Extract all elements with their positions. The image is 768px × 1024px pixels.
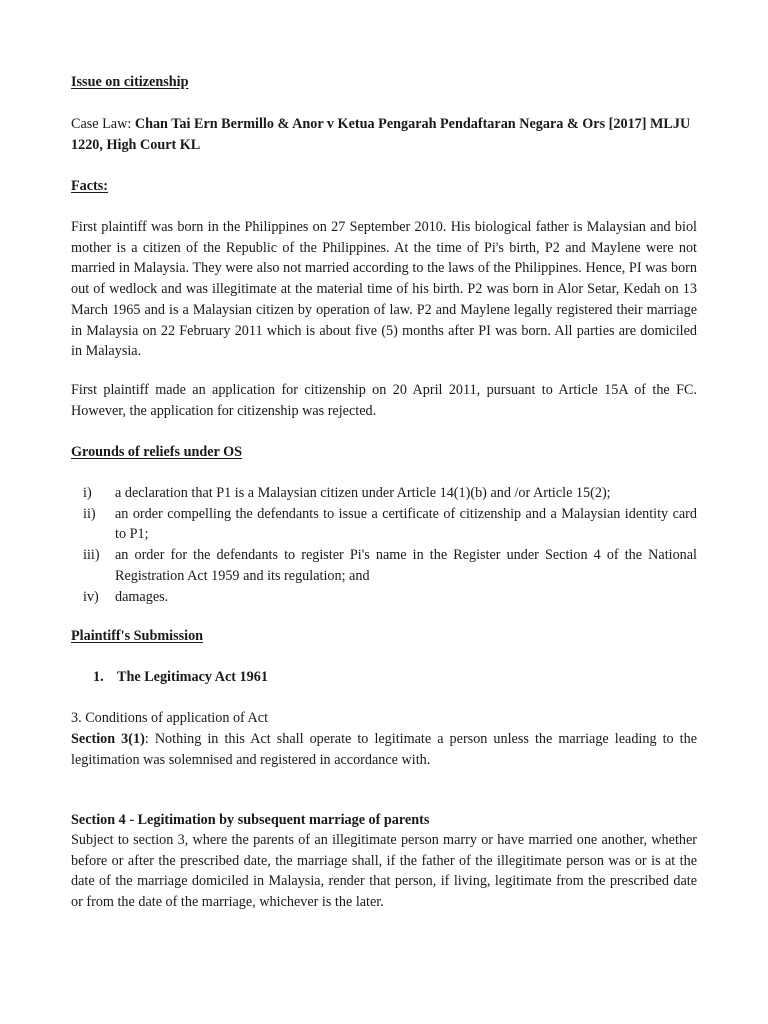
heading-issue-on-citizenship: Issue on citizenship	[71, 74, 189, 90]
section-3-text: : Nothing in this Act shall operate to legitimate a person unless the marriage leading to the legitimation was solemnised and registered in accordance with.	[71, 731, 697, 768]
facts-paragraph-1: First plaintiff was born in the Philippines on 27 September 2010. His biological father is Malaysian and biol mother is a citizen of the Republic of the Philippines. At the time of Pi's birth, P2 and Maylene were not married in Malaysia. They were also not married according to the laws of the Philippines. Hence, PI was born out of wedlock and was illegitimate at the material time of his birth. P2 was born in Alor Setar, Kedah on 13 March 1965 and is a Malaysian citizen by operation of law. P2 and Maylene legally registered their marriage in Malaysia on 22 February 2011 which is about five (5) months after PI was born. All parties are domiciled in Malaysia.	[71, 219, 697, 360]
conditions-line: 3. Conditions of application of Act	[71, 710, 269, 726]
section-4-title: Section 4 - Legitimation by subsequent marriage of parents	[71, 812, 430, 828]
case-law-title: Chan Tai Ern Bermillo & Anor v Ketua Pengarah Pendaftaran Negara & Ors [2017] MLJU 1220, High Court KL	[71, 116, 691, 153]
heading-grounds-of-reliefs: Grounds of reliefs under OS	[71, 444, 243, 460]
list-item-number: i)	[83, 485, 92, 501]
list-item-text: damages.	[115, 588, 169, 605]
case-law-citation	[71, 114, 697, 155]
section-3-paragraph	[71, 729, 697, 770]
section-3-label: Section 3(1)	[71, 731, 145, 747]
list-item-number: iii)	[83, 547, 100, 564]
list-item	[71, 483, 697, 504]
legitimacy-act-heading	[71, 667, 743, 688]
list-item-number: iv)	[83, 588, 99, 605]
grounds-list	[71, 483, 697, 607]
list-item-text: an order compelling the defendants to issue a certificate of citizenship and a Malaysian identity card to P1;	[115, 505, 697, 543]
legitimacy-act-title: The Legitimacy Act 1961	[117, 669, 268, 685]
document-page	[71, 0, 697, 911]
list-item-number: ii)	[83, 505, 96, 522]
list-item	[71, 504, 697, 545]
legitimacy-act-number: 1.	[93, 669, 104, 685]
section-4-text: Subject to section 3, where the parents of an illegitimate person marry or have married one another, whether before or after the prescribed date, the marriage shall, if the father of the illegitimate person was or is at the date of the marriage domiciled in Malaysia, render that person, if living, legitimate from the prescribed date or from the date of the marriage, whichever is the later.	[71, 832, 697, 911]
case-law-label: Case Law:	[71, 116, 135, 132]
list-item-text: an order for the defendants to register Pi's name in the Register under Section 4 of the National Registration Act 1959 and its regulation; and	[115, 547, 697, 584]
facts-paragraph-2: First plaintiff made an application for citizenship on 20 April 2011, pursuant to Article 15A of the FC. However, the application for citizenship was rejected.	[71, 382, 697, 419]
heading-plaintiffs-submission: Plaintiff's Submission	[71, 628, 204, 644]
heading-facts: Facts:	[71, 178, 109, 194]
list-item-text: a declaration that P1 is a Malaysian citizen under Article 14(1)(b) and /or Article 15(2);	[115, 485, 611, 501]
list-item	[71, 545, 697, 586]
list-item	[71, 587, 697, 608]
